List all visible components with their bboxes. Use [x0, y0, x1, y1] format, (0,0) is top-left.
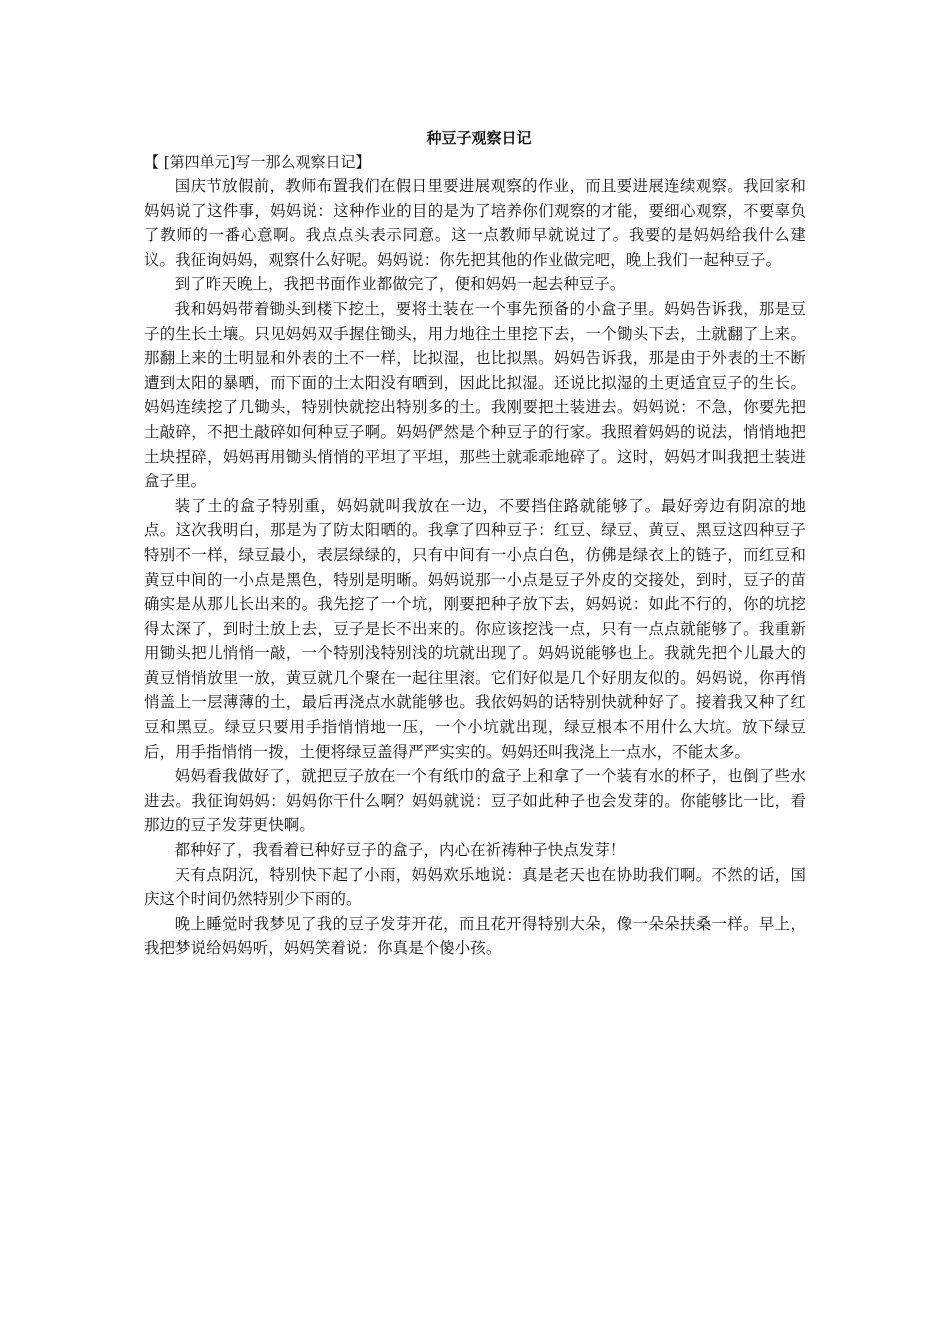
- paragraph-7: 天有点阴沉，特别快下起了小雨，妈妈欢乐地说：真是老天也在协助我们啊。不然的话，国庆这个时间仍然特别少下雨的。: [144, 865, 806, 909]
- document-title: 种豆子观察日记: [426, 129, 532, 147]
- document-page: [144, 126, 806, 961]
- paragraph-8: 晚上睡觉时我梦见了我的豆子发芽开花，而且花开得特别大朵，像一朵朵扶桑一样。早上，我把梦说给妈妈听，妈妈笑着说：你真是个傻小孩。: [144, 914, 806, 958]
- paragraph-1: 国庆节放假前，教师布置我们在假日里要进展观察的作业，而且要进展连续观察。我回家和妈妈说了这件事，妈妈说：这种作业的目的是为了培养你们观察的才能，要细心观察，不要辜负了教师的一番心意啊。我点点头表示同意。这一点教师早就说过了。我要的是妈妈给我什么建议。我征询妈妈，观察什么好呢。妈妈说：你先把其他的作业做完吧，晚上我们一起种豆子。: [144, 177, 806, 269]
- paragraph-6: 都种好了，我看着已种好豆子的盒子，内心在祈祷种子快点发芽！: [174, 841, 626, 860]
- paragraph-4: 装了土的盒子特别重，妈妈就叫我放在一边，不要挡住路就能够了。最好旁边有阴凉的地点。这次我明白，那是为了防太阳晒的。我拿了四种豆子：红豆、绿豆、黄豆、黑豆这四种豆子特别不一样，绿豆最小，表层绿绿的，只有中间有一小点白色，仿佛是绿衣上的链子，而红豆和黄豆中间的一小点是黑色，特别是明晰。妈妈说那一小点是豆子外皮的交接处，到时，豆子的苗确实是从那儿长出来的。我先挖了一个坑，刚要把种子放下去，妈妈说：如此不行的，你的坑挖得太深了，到时土放上去，豆子是长不出来的。你应该挖浅一点，只有一点点就能够了。我重新用锄头把儿悄悄一敲，一个特别浅特别浅的坑就出现了。妈妈说能够也上。我就先把个儿最大的黄豆悄悄放里一放，黄豆就几个聚在一起往里滚。它们好似是几个好朋友似的。妈妈说，你再悄悄盖上一层薄薄的土，最后再浇点水就能够也。我依妈妈的话特别快就种好了。接着我又种了红豆和黑豆。绿豆只要用手指悄悄地一压，一个小坑就出现，绿豆根本不用什么大坑。放下绿豆后，用手指悄悄一拨，土便将绿豆盖得严严实实的。妈妈还叫我浇上一点水，不能太多。: [144, 496, 806, 761]
- paragraph-2: 到了昨天晚上，我把书面作业都做完了，便和妈妈一起去种豆子。: [174, 275, 626, 294]
- paragraph-5: 妈妈看我做好了，就把豆子放在一个有纸巾的盒子上和拿了一个装有水的杯子，也倒了些水进去。我征询妈妈：妈妈你干什么啊？妈妈就说：豆子如此种子也会发芽的。你能够比一比，看那边的豆子发芽更快啊。: [144, 767, 806, 835]
- paragraph-3: 我和妈妈带着锄头到楼下挖土，要将土装在一个事先预备的小盒子里。妈妈告诉我，那是豆子的生长土壤。只见妈妈双手握住锄头，用力地往土里挖下去，一个锄头下去，土就翻了上来。那翻上来的土明显和外表的土不一样，比拟湿，也比拟黑。妈妈告诉我，那是由于外表的土不断遭到太阳的暴晒，而下面的土太阳没有晒到，因此比拟湿。还说比拟湿的土更适宜豆子的生长。妈妈连续挖了几锄头，特别快就挖出特别多的土。我刚要把土装进去。妈妈说：不急，你要先把土敲碎，不把土敲碎如何种豆子啊。妈妈俨然是个种豆子的行家。我照着妈妈的说法，悄悄地把土块捏碎，妈妈再用锄头悄悄的平坦了平坦，那些土就乖乖地碎了。这时，妈妈才叫我把土装进盒子里。: [144, 299, 806, 491]
- section-label: 【 [第四单元]写一那么观察日记】: [144, 153, 371, 171]
